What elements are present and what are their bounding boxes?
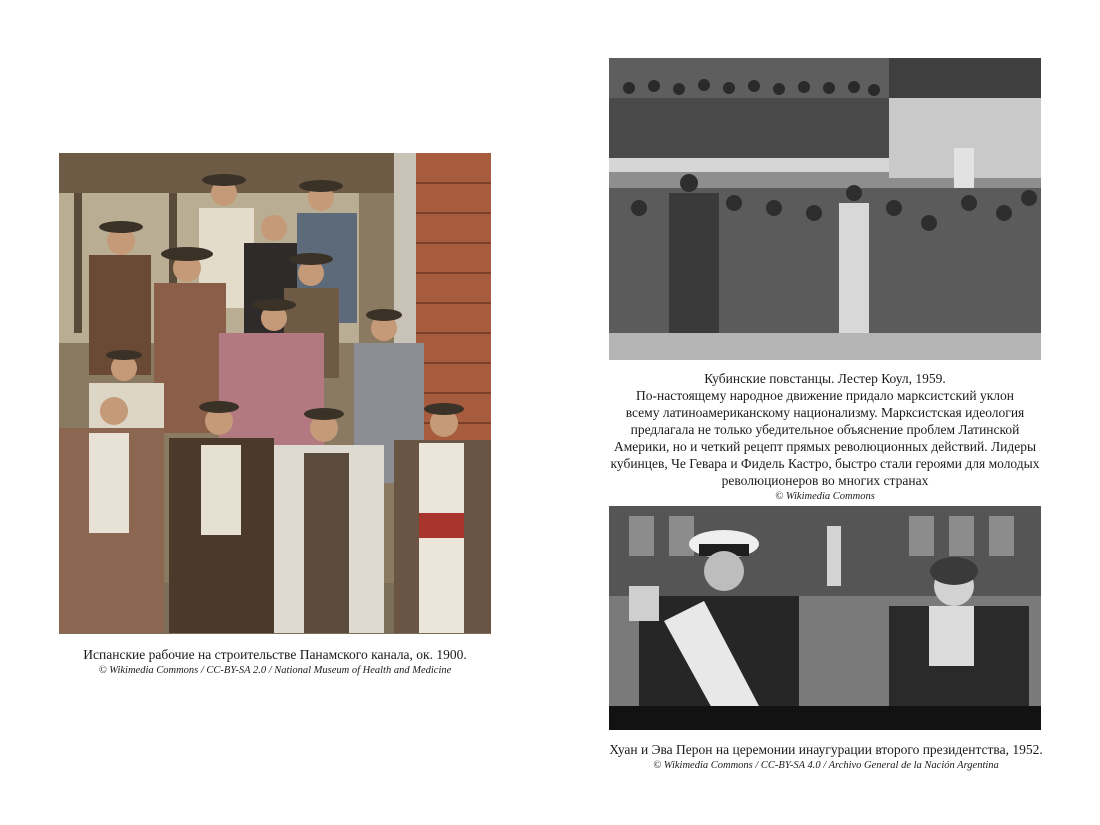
caption-body-line-4: Америки, но и четкий рецепт прямых революционных действий. Лидеры	[613, 439, 1037, 454]
caption-workers	[40, 646, 510, 678]
caption-body-line-1: По-настоящему народное движение придало марксистский уклон	[636, 388, 1014, 403]
photo-spanish-workers	[59, 153, 491, 634]
caption-credit: © Wikimedia Commons	[775, 491, 875, 502]
caption-peron	[586, 741, 1066, 773]
photo-peron-inauguration	[609, 506, 1041, 730]
photo-cuban-rebels	[609, 58, 1041, 360]
caption-text: Хуан и Эва Перон на церемонии инаугурации второго президентства, 1952.	[609, 742, 1043, 757]
caption-rebels	[596, 370, 1054, 504]
caption-text: Испанские рабочие на строительстве Панамского канала, ок. 1900.	[83, 647, 467, 662]
rebels-image	[609, 58, 1041, 360]
caption-title: Кубинские повстанцы. Лестер Коул, 1959.	[704, 371, 946, 386]
caption-body-line-6: революционеров во многих странах	[721, 473, 929, 488]
workers-image	[59, 153, 491, 634]
caption-body-line-3: предлагала не только убедительное объяснение проблем Латинской	[630, 422, 1020, 437]
caption-body-line-2: всему латиноамериканскому национализму. Марксистская идеология	[625, 405, 1025, 420]
caption-credit: © Wikimedia Commons / CC-BY-SA 2.0 / National Museum of Health and Medicine	[98, 665, 452, 676]
caption-body-line-5: кубинцев, Че Гевара и Фидель Кастро, быстро стали героями для молодых	[610, 456, 1040, 471]
peron-image	[609, 506, 1041, 730]
caption-credit: © Wikimedia Commons / CC-BY-SA 4.0 / Archivo General de la Nación Argentina	[653, 760, 999, 771]
